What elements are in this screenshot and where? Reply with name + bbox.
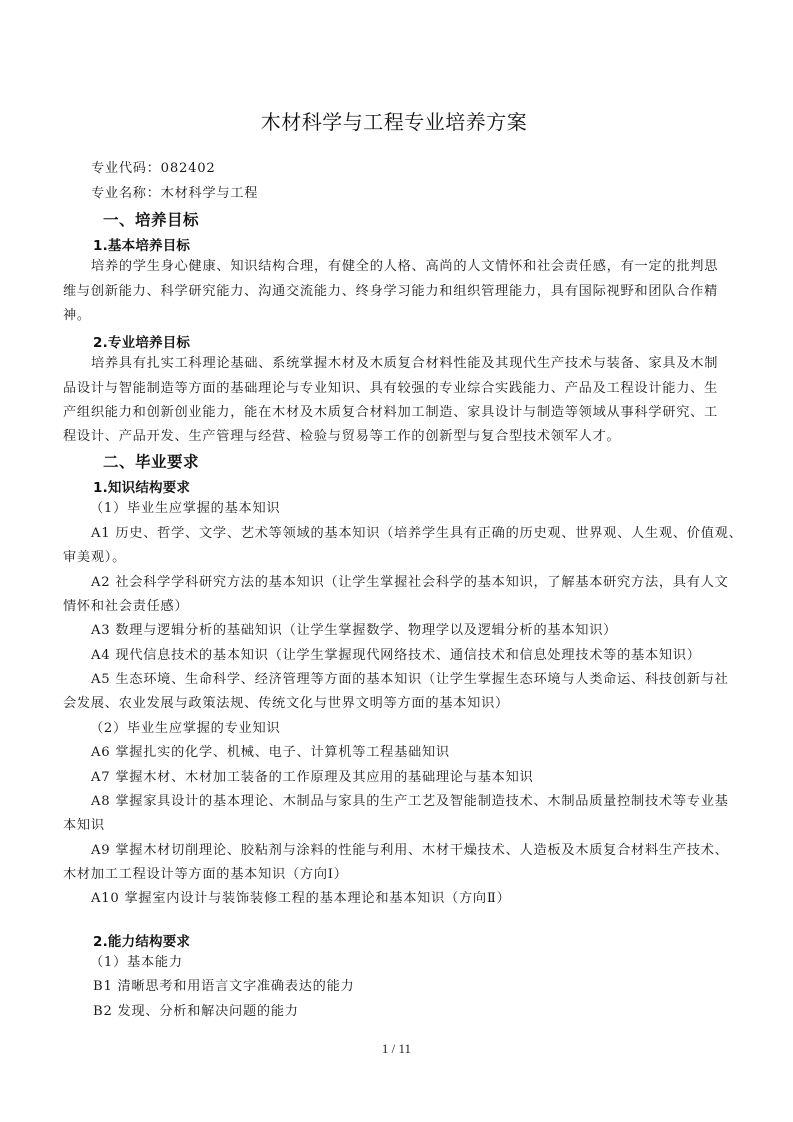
list-item-a5: A5 生态环境、生命科学、经济管理等方面的基本知识（让学生掌握生态环境与人类命运、科技创新与社 xyxy=(91,672,729,687)
list-item-a4: A4 现代信息技术的基本知识（让学生掌握现代网络技术、通信技术和信息处理技术等的基本知识） xyxy=(91,648,701,663)
list-item-a9-cont: 木材加工工程设计等方面的基本知识（方向Ⅰ） xyxy=(63,867,348,882)
major-name: 专业名称：木材科学与工程 xyxy=(91,186,259,201)
list-subheading: （1）毕业生应掌握的基本知识 xyxy=(90,501,281,516)
list-item-a2-cont: 情怀和社会责任感） xyxy=(63,599,189,614)
list-item-a7: A7 掌握木材、木材加工装备的工作原理及其应用的基础理论与基本知识 xyxy=(91,770,534,785)
list-item-a8: A8 掌握家具设计的基本理论、木制品与家具的生产工艺及智能制造技术、木制品质量控制技术等专业基 xyxy=(91,794,729,809)
list-item-a8-cont: 本知识 xyxy=(63,818,105,833)
paragraph-line: 神。 xyxy=(63,308,91,323)
paragraph-line: 培养的学生身心健康、知识结构合理，有健全的人格、高尚的人文情怀和社会责任感，有一定的批判思 xyxy=(91,259,719,274)
paragraph-line: 产组织能力和创新创业能力，能在木材及木质复合材料加工制造、家具设计与制造等领域从事科学研究、工 xyxy=(63,405,719,420)
list-item-a1-cont: 审美观）。 xyxy=(63,550,127,565)
list-item-b2: B2 发现、分析和解决问题的能力 xyxy=(93,1004,299,1019)
list-item-a10: A10 掌握室内设计与装饰装修工程的基本理论和基本知识（方向Ⅱ） xyxy=(91,891,511,906)
subsection-heading-ability-structure: 2.能力结构要求 xyxy=(93,934,191,950)
paragraph-line: 程设计、产品开发、生产管理与经营、检验与贸易等工作的创新型与复合型技术领军人才。 xyxy=(63,429,621,444)
list-subheading: （1）基本能力 xyxy=(90,955,183,970)
list-item-a6: A6 掌握扎实的化学、机械、电子、计算机等工程基础知识 xyxy=(91,745,450,760)
subsection-heading-professional-objectives: 2.专业培养目标 xyxy=(93,335,191,351)
paragraph-line: 品设计与智能制造等方面的基础理论与专业知识、具有较强的专业综合实践能力、产品及工程设计能力、生 xyxy=(63,381,719,396)
page-number: 1 / 11 xyxy=(381,1041,412,1056)
list-item-a1: A1 历史、哲学、文学、艺术等领域的基本知识（培养学生具有正确的历史观、世界观、人生观、价值观、 xyxy=(91,526,743,541)
section-heading-graduation-requirements: 二、毕业要求 xyxy=(103,453,200,471)
section-heading-training-objectives: 一、培养目标 xyxy=(103,211,200,229)
paragraph-line: 培养具有扎实工科理论基础、系统掌握木材及木质复合材料性能及其现代生产技术与装备、家具及木制 xyxy=(91,356,719,371)
list-item-a3: A3 数理与逻辑分析的基础知识（让学生掌握数学、物理学以及逻辑分析的基本知识） xyxy=(91,623,618,638)
list-subheading: （2）毕业生应掌握的专业知识 xyxy=(90,721,281,736)
paragraph-line: 维与创新能力、科学研究能力、沟通交流能力、终身学习能力和组织管理能力，具有国际视野和团队合作精 xyxy=(63,284,719,299)
list-item-b1: B1 清晰思考和用语言文字准确表达的能力 xyxy=(93,979,355,994)
page-title: 木材科学与工程专业培养方案 xyxy=(260,110,528,134)
subsection-heading-knowledge-structure: 1.知识结构要求 xyxy=(93,480,191,496)
subsection-heading-basic-objectives: 1.基本培养目标 xyxy=(93,238,191,254)
major-code: 专业代码：082402 xyxy=(91,161,216,176)
list-item-a5-cont: 会发展、农业发展与政策法规、传统文化与世界文明等方面的基本知识） xyxy=(63,696,509,711)
list-item-a9: A9 掌握木材切削理论、胶粘剂与涂料的性能与利用、木材干燥技术、人造板及木质复合材料生产技术、 xyxy=(91,843,729,858)
list-item-a2: A2 社会科学学科研究方法的基本知识（让学生掌握社会科学的基本知识，了解基本研究方法，具有人文 xyxy=(91,575,729,590)
